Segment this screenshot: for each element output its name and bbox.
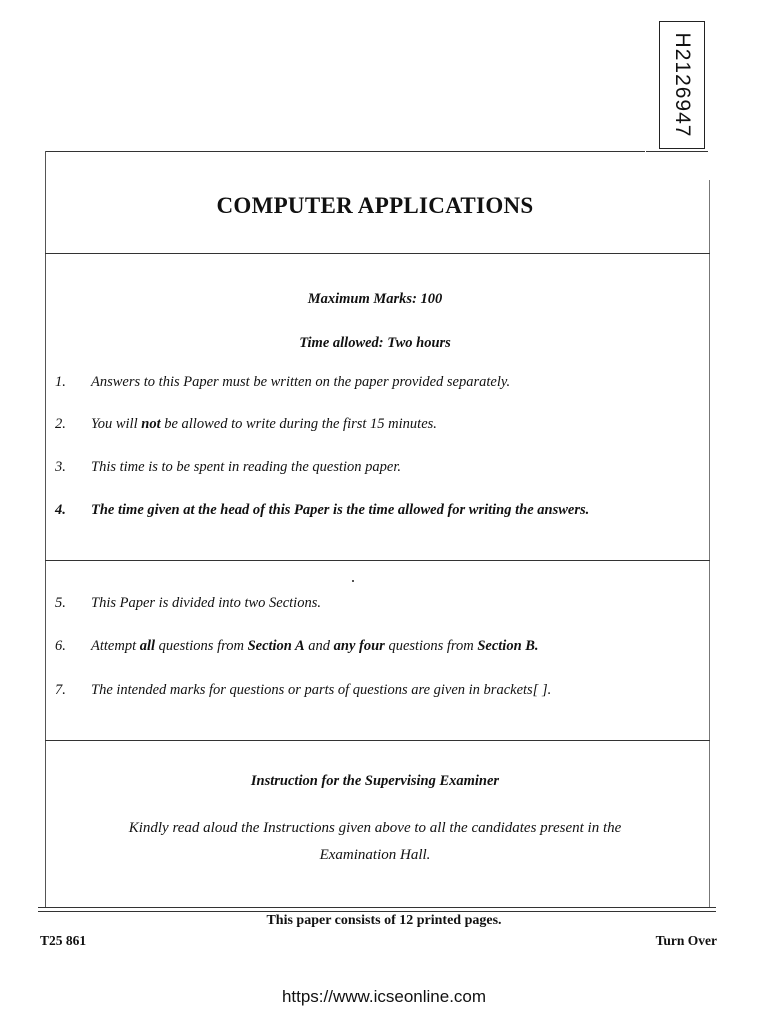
instruction-number: 2. — [55, 416, 66, 432]
time-allowed: Time allowed: Two hours — [299, 335, 451, 351]
speck — [352, 580, 354, 582]
instruction-text: You will — [91, 416, 142, 432]
instruction-item — [55, 416, 437, 433]
instruction-emphasis: Section A — [247, 638, 305, 654]
instruction-text: be allowed to write during the first 15 minutes. — [160, 416, 437, 432]
instruction-emphasis: all — [139, 638, 156, 654]
instruction-emphasis: Section B. — [477, 638, 539, 654]
instruction-item — [55, 638, 539, 655]
supervisor-instruction-line: Examination Hall. — [319, 847, 431, 863]
maximum-marks: Maximum Marks: 100 — [307, 291, 443, 307]
instruction-item — [55, 459, 401, 476]
instruction-number: 5. — [55, 595, 66, 611]
section-divider-3 — [45, 740, 710, 741]
instruction-item — [55, 595, 321, 612]
instruction-item — [55, 682, 551, 699]
instruction-text: Attempt — [91, 638, 140, 654]
section-divider-2 — [45, 560, 710, 561]
paper-code: T25 861 — [40, 933, 87, 948]
instruction-text: The time given at the head of this Paper is the time allowed for writing the answers. — [91, 502, 590, 518]
instruction-text: questions from — [155, 638, 248, 654]
turn-over-label: Turn Over — [655, 933, 717, 948]
source-url: https://www.icseonline.com — [281, 987, 487, 1006]
instruction-number: 1. — [55, 374, 66, 390]
instruction-number: 6. — [55, 638, 66, 654]
instruction-text: The intended marks for questions or parts of questions are given in brackets[ ]. — [91, 682, 552, 698]
instruction-number: 3. — [55, 459, 66, 475]
page-count-note: This paper consists of 12 printed pages. — [266, 913, 502, 928]
instruction-text: and — [304, 638, 334, 654]
frame-right-border — [709, 180, 710, 908]
instruction-emphasis: not — [141, 416, 161, 432]
supervisor-heading: Instruction for the Supervising Examiner — [250, 773, 500, 789]
frame-bottom-line — [38, 907, 716, 908]
instruction-number: 4. — [55, 502, 66, 518]
frame-bottom-line-2 — [38, 911, 716, 912]
frame-top-line — [45, 151, 645, 152]
instruction-text: This time is to be spent in reading the question paper. — [91, 459, 401, 475]
serial-number: H2126947 — [671, 32, 694, 138]
instruction-item — [55, 502, 589, 519]
instruction-text: questions from — [384, 638, 478, 654]
paper-title: COMPUTER APPLICATIONS — [216, 193, 534, 218]
instruction-item — [55, 374, 510, 391]
instruction-text: This Paper is divided into two Sections. — [91, 595, 321, 611]
serial-number-box — [659, 21, 705, 149]
frame-top-line-right — [646, 151, 708, 152]
supervisor-instruction-line: Kindly read aloud the Instructions given above to all the candidates present in the — [128, 820, 622, 836]
instruction-emphasis: any four — [333, 638, 385, 654]
frame-left-border — [45, 151, 46, 908]
instruction-number: 7. — [55, 682, 66, 698]
instruction-text: Answers to this Paper must be written on the paper provided separately. — [91, 374, 511, 390]
section-divider-1 — [45, 253, 710, 254]
